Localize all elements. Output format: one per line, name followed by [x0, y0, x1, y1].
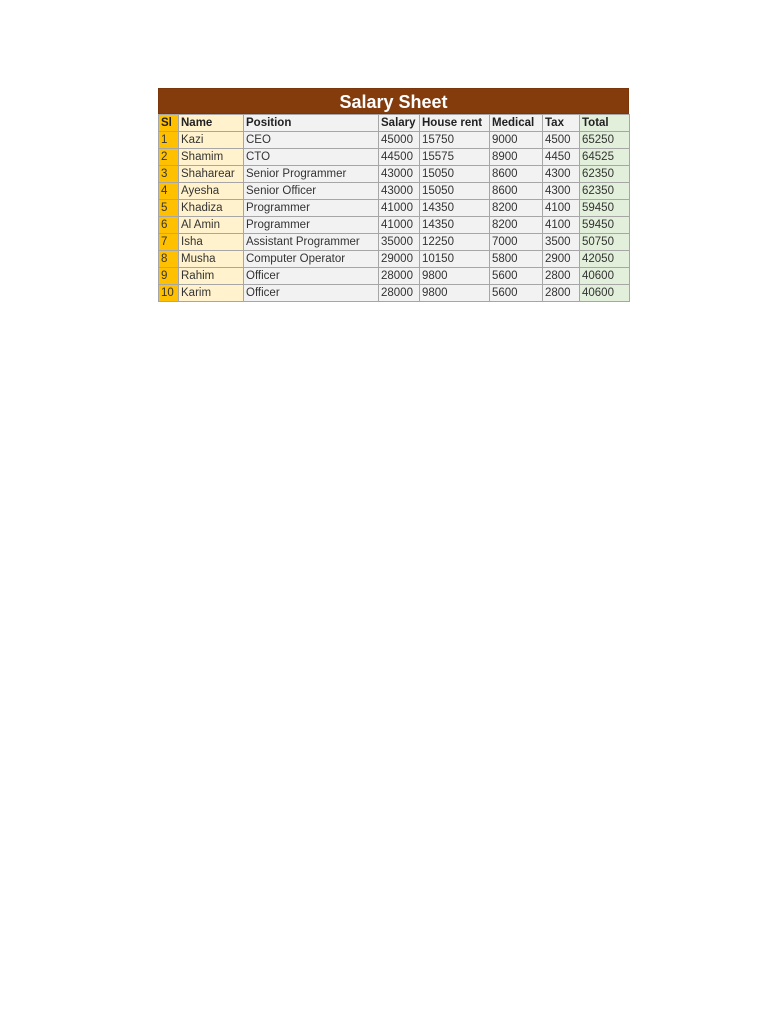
position-cell: CEO [244, 132, 379, 149]
medical-cell: 8600 [490, 166, 543, 183]
tax-cell: 4300 [543, 183, 580, 200]
si-cell: 2 [159, 149, 179, 166]
si-cell: 7 [159, 234, 179, 251]
position-cell: Officer [244, 268, 379, 285]
medical-cell: 5600 [490, 285, 543, 302]
header-tax: Tax [543, 115, 580, 132]
table-row [159, 166, 630, 183]
si-cell: 10 [159, 285, 179, 302]
total-cell: 50750 [580, 234, 630, 251]
medical-cell: 7000 [490, 234, 543, 251]
header-medical: Medical [490, 115, 543, 132]
name-cell: Ayesha [179, 183, 244, 200]
sheet-title: Salary Sheet [158, 88, 629, 114]
header-si: Sl [159, 115, 179, 132]
table-row [159, 268, 630, 285]
total-cell: 64525 [580, 149, 630, 166]
table-row [159, 200, 630, 217]
salary-cell: 28000 [379, 268, 420, 285]
tax-cell: 4100 [543, 217, 580, 234]
tax-cell: 4100 [543, 200, 580, 217]
table-body [159, 132, 630, 302]
house-rent-cell: 14350 [420, 217, 490, 234]
medical-cell: 8900 [490, 149, 543, 166]
house-rent-cell: 12250 [420, 234, 490, 251]
tax-cell: 4500 [543, 132, 580, 149]
medical-cell: 5800 [490, 251, 543, 268]
tax-cell: 4300 [543, 166, 580, 183]
name-cell: Musha [179, 251, 244, 268]
salary-cell: 28000 [379, 285, 420, 302]
medical-cell: 8200 [490, 200, 543, 217]
table-row [159, 183, 630, 200]
salary-cell: 41000 [379, 200, 420, 217]
total-cell: 40600 [580, 268, 630, 285]
salary-cell: 41000 [379, 217, 420, 234]
medical-cell: 8600 [490, 183, 543, 200]
house-rent-cell: 15575 [420, 149, 490, 166]
name-cell: Shaharear [179, 166, 244, 183]
salary-cell: 43000 [379, 166, 420, 183]
salary-sheet [158, 88, 629, 302]
tax-cell: 2900 [543, 251, 580, 268]
tax-cell: 2800 [543, 268, 580, 285]
medical-cell: 9000 [490, 132, 543, 149]
position-cell: Programmer [244, 217, 379, 234]
position-cell: Senior Programmer [244, 166, 379, 183]
position-cell: Senior Officer [244, 183, 379, 200]
house-rent-cell: 10150 [420, 251, 490, 268]
table-row [159, 217, 630, 234]
header-row [159, 115, 630, 132]
table-row [159, 132, 630, 149]
house-rent-cell: 15750 [420, 132, 490, 149]
tax-cell: 3500 [543, 234, 580, 251]
position-cell: Assistant Programmer [244, 234, 379, 251]
salary-cell: 43000 [379, 183, 420, 200]
salary-cell: 29000 [379, 251, 420, 268]
house-rent-cell: 15050 [420, 166, 490, 183]
position-cell: Programmer [244, 200, 379, 217]
header-position: Position [244, 115, 379, 132]
table-row [159, 149, 630, 166]
salary-cell: 45000 [379, 132, 420, 149]
house-rent-cell: 9800 [420, 285, 490, 302]
si-cell: 8 [159, 251, 179, 268]
medical-cell: 8200 [490, 217, 543, 234]
table-row [159, 234, 630, 251]
total-cell: 42050 [580, 251, 630, 268]
tax-cell: 4450 [543, 149, 580, 166]
name-cell: Kazi [179, 132, 244, 149]
si-cell: 9 [159, 268, 179, 285]
si-cell: 1 [159, 132, 179, 149]
total-cell: 59450 [580, 217, 630, 234]
total-cell: 65250 [580, 132, 630, 149]
header-house-rent: House rent [420, 115, 490, 132]
total-cell: 62350 [580, 166, 630, 183]
name-cell: Al Amin [179, 217, 244, 234]
salary-table [158, 114, 630, 302]
header-salary: Salary [379, 115, 420, 132]
si-cell: 5 [159, 200, 179, 217]
house-rent-cell: 14350 [420, 200, 490, 217]
position-cell: Computer Operator [244, 251, 379, 268]
total-cell: 62350 [580, 183, 630, 200]
house-rent-cell: 9800 [420, 268, 490, 285]
name-cell: Isha [179, 234, 244, 251]
header-name: Name [179, 115, 244, 132]
position-cell: Officer [244, 285, 379, 302]
name-cell: Khadiza [179, 200, 244, 217]
si-cell: 3 [159, 166, 179, 183]
si-cell: 4 [159, 183, 179, 200]
name-cell: Shamim [179, 149, 244, 166]
tax-cell: 2800 [543, 285, 580, 302]
si-cell: 6 [159, 217, 179, 234]
table-row [159, 251, 630, 268]
total-cell: 59450 [580, 200, 630, 217]
name-cell: Rahim [179, 268, 244, 285]
total-cell: 40600 [580, 285, 630, 302]
header-total: Total [580, 115, 630, 132]
position-cell: CTO [244, 149, 379, 166]
name-cell: Karim [179, 285, 244, 302]
salary-cell: 44500 [379, 149, 420, 166]
salary-cell: 35000 [379, 234, 420, 251]
house-rent-cell: 15050 [420, 183, 490, 200]
table-row [159, 285, 630, 302]
medical-cell: 5600 [490, 268, 543, 285]
